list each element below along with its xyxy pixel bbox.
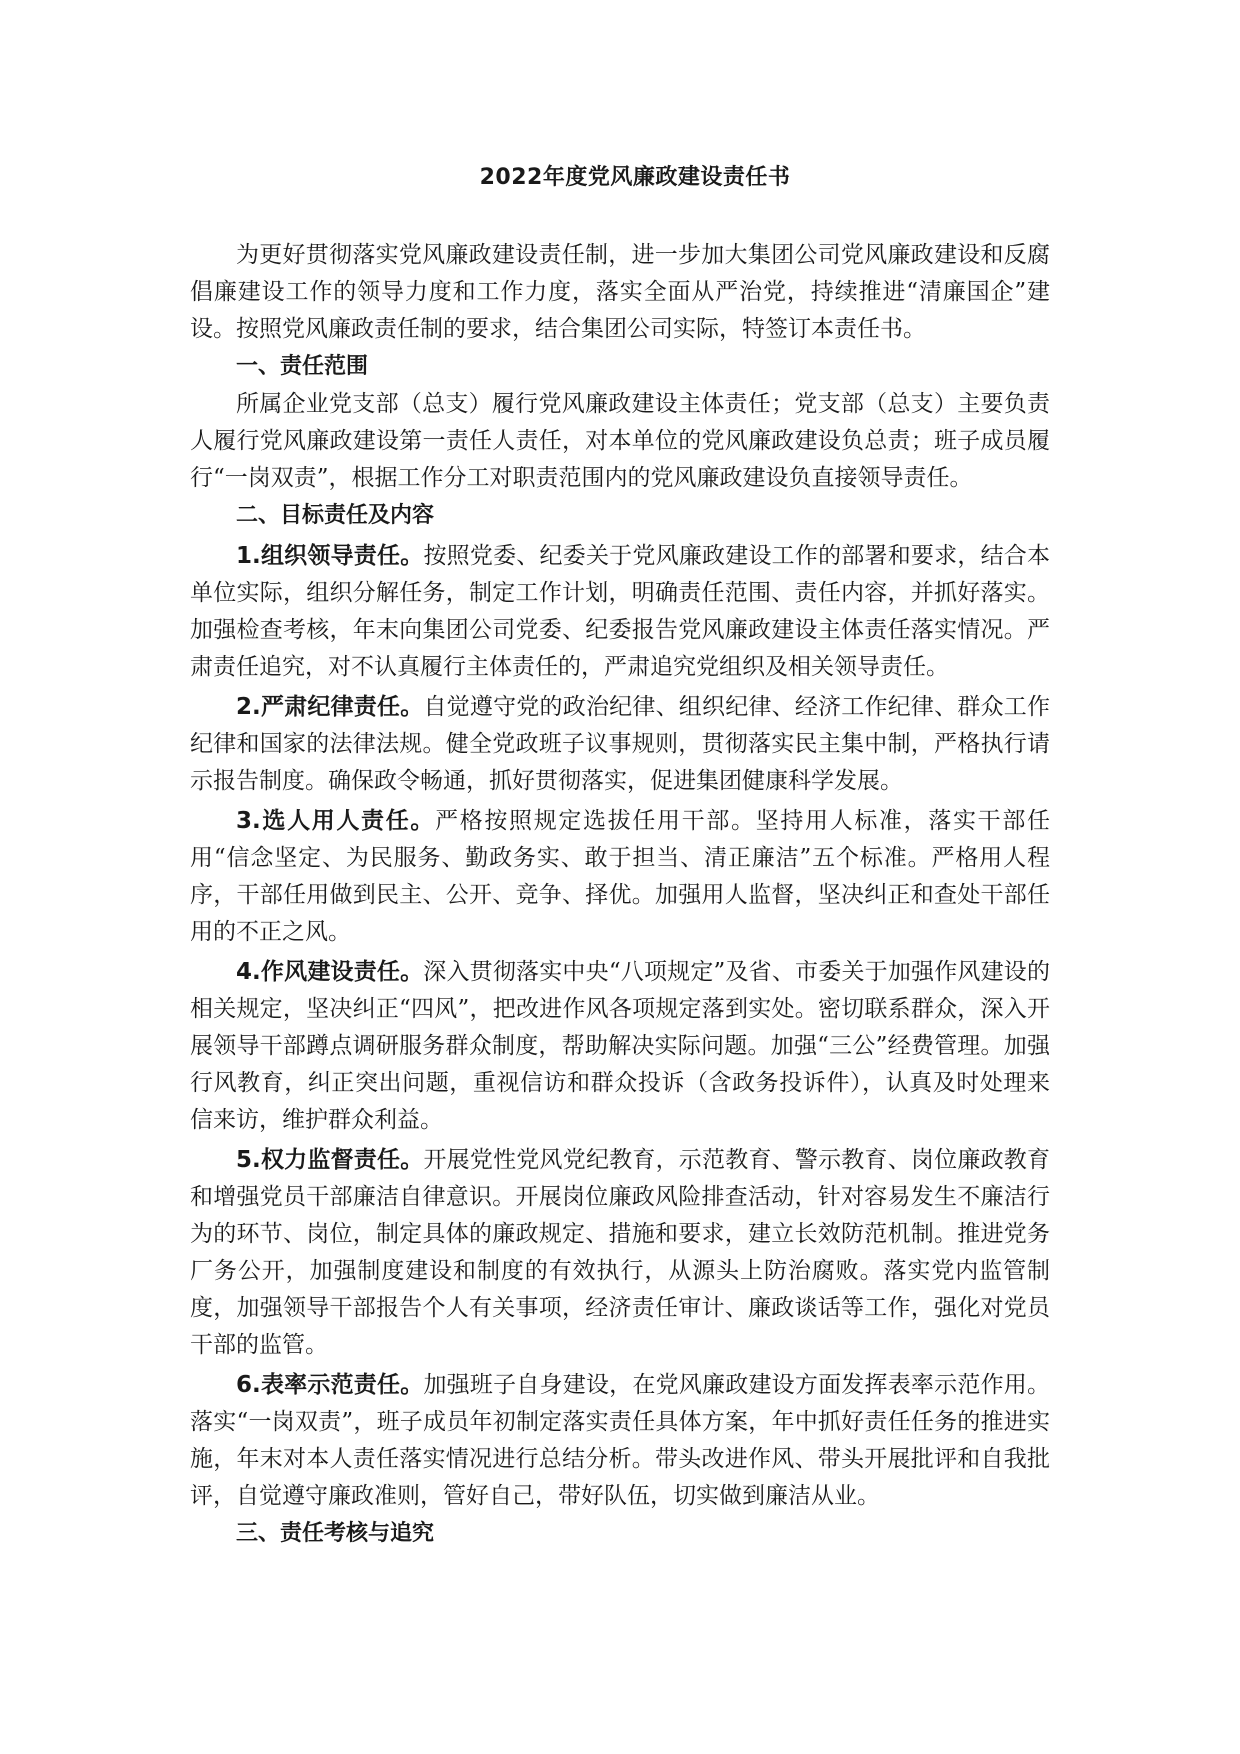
responsibility-item	[190, 954, 1050, 1139]
item-body: 按照党委、纪委关于党风廉政建设工作的部署和要求，结合本单位实际，组织分解任务，制定工作计划，明确责任范围、责任内容，并抓好落实。加强检查考核，年末向集团公司党委、纪委报告党风廉政建设主体责任落实情况。严肃责任追究，对不认真履行主体责任的，严肃追究党组织及相关领导责任。	[190, 543, 1050, 680]
item-lead: 2.严肃纪律责任。	[236, 694, 424, 720]
section-heading-2: 二、目标责任及内容	[236, 503, 435, 528]
section-heading-3: 三、责任考核与追究	[236, 1521, 435, 1546]
item-lead: 5.权力监督责任。	[236, 1147, 424, 1173]
item-lead: 4.作风建设责任。	[236, 959, 424, 985]
responsibility-item	[190, 1142, 1050, 1364]
item-lead: 1.组织领导责任。	[236, 543, 424, 569]
responsibility-item	[190, 538, 1050, 686]
item-body: 开展党性党风党纪教育，示范教育、警示教育、岗位廉政教育和增强党员干部廉洁自律意识。开展岗位廉政风险排查活动，针对容易发生不廉洁行为的环节、岗位，制定具体的廉政规定、措施和要求，建立长效防范机制。推进党务厂务公开，加强制度建设和制度的有效执行，从源头上防治腐败。落实党内监管制度，加强领导干部报告个人有关事项，经济责任审计、廉政谈话等工作，强化对党员干部的监管。	[190, 1147, 1050, 1358]
section-1-body: 所属企业党支部（总支）履行党风廉政建设主体责任；党支部（总支）主要负责人履行党风廉政建设第一责任人责任，对本单位的党风廉政建设负总责；班子成员履行“一岗双责”，根据工作分工对职责范围内的党风廉政建设负直接领导责任。	[190, 391, 1050, 491]
document-title: 2022年度党风廉政建设责任书	[479, 165, 791, 190]
responsibility-item	[190, 1367, 1050, 1515]
item-body: 自觉遵守党的政治纪律、组织纪律、经济工作纪律、群众工作纪律和国家的法律法规。健全党政班子议事规则，贯彻落实民主集中制，严格执行请示报告制度。确保政令畅通，抓好贯彻落实，促进集团健康科学发展。	[190, 694, 1050, 794]
responsibility-item	[190, 689, 1050, 800]
responsibility-item	[190, 803, 1050, 951]
item-body: 严格按照规定选拔任用干部。坚持用人标准，落实干部任用“信念坚定、为民服务、勤政务实、敢于担当、清正廉洁”五个标准。严格用人程序，干部任用做到民主、公开、竞争、择优。加强用人监督，坚决纠正和查处干部任用的不正之风。	[190, 808, 1050, 945]
item-lead: 3.选人用人责任。	[236, 808, 436, 834]
item-body: 深入贯彻落实中央“八项规定”及省、市委关于加强作风建设的相关规定，坚决纠正“四风”，把改进作风各项规定落到实处。密切联系群众，深入开展领导干部蹲点调研服务群众制度，帮助解决实际问题。加强“三公”经费管理。加强行风教育，纠正突出问题，重视信访和群众投诉（含政务投诉件），认真及时处理来信来访，维护群众利益。	[190, 959, 1050, 1133]
document-page	[190, 160, 1050, 1553]
item-body: 加强班子自身建设，在党风廉政建设方面发挥表率示范作用。落实“一岗双责”，班子成员年初制定落实责任具体方案，年中抓好责任任务的推进实施，年末对本人责任落实情况进行总结分析。带头改进作风、带头开展批评和自我批评，自觉遵守廉政准则，管好自己，带好队伍，切实做到廉洁从业。	[190, 1372, 1050, 1509]
section-heading-1: 一、责任范围	[236, 354, 369, 379]
intro-paragraph: 为更好贯彻落实党风廉政建设责任制，进一步加大集团公司党风廉政建设和反腐倡廉建设工作的领导力度和工作力度，落实全面从严治党，持续推进“清廉国企”建设。按照党风廉政责任制的要求，结合集团公司实际，特签订本责任书。	[190, 242, 1050, 342]
item-lead: 6.表率示范责任。	[236, 1372, 424, 1398]
